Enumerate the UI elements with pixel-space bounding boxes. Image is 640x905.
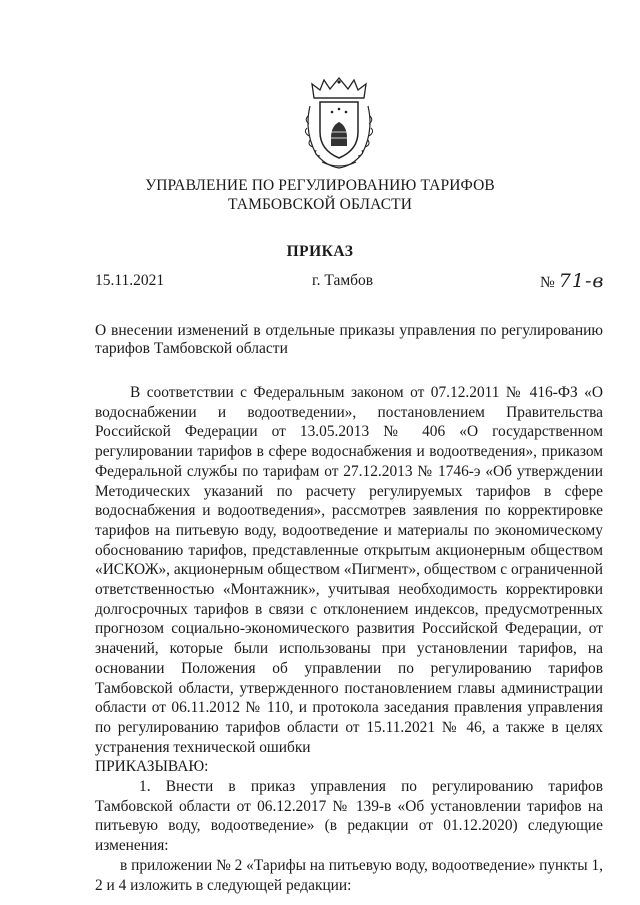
document-number [540,270,604,292]
document-city: г. Тамбов [312,272,374,289]
item-1-sub-paragraph: в приложении № 2 «Тарифы на питьевую воду, водоотведение» пункты 1, 2 и 4 изложить в следующей редакции: [95,856,604,894]
document-subject: О внесении изменений в отдельные приказы управления по регулированию тарифов Тамбовской области [95,322,603,357]
header-line-2: ТАМБОВСКОЙ ОБЛАСТИ [228,196,412,213]
order-word: ПРИКАЗЫВАЮ: [95,758,209,776]
preamble-paragraph: В соответствии с Федеральным законом от 07.12.2011 № 416-ФЗ «О водоснабжении и водоотведении», постановлением Правительства Российской Федерации от 13.05.2013 № 406 «О государственном регулировании тарифов в сфере водоснабжения и водоотведения», приказом Федеральной службы по тарифам от 27.12.2013 № 1746-э «Об утверждении Методических указаний по расчету регулируемых тарифов в сфере водоснабжения и водоотведения», рассмотрев заявления по корректировке тарифов на питьевую воду, водоотведение и материалы по экономическому обоснованию тарифов, представленные открытым акционерным обществом «ИСКОЖ», акционерным обществом «Пигмент», обществом с ограниченной ответственностью «Монтажник», учитывая необходимость корректировки долгосрочных тарифов в связи с отклонением индексов, предусмотренных прогнозом социально-экономического развития Российской Федерации, от значений, которые были использованы при установлении тарифов, на основании Положения об управлении по регулированию тарифов Тамбовской области, утвержденного постановлением главы администрации области от 06.11.2012 № 110, и протокола заседания правления управления по регулированию тарифов области от 15.11.2021 № 46, а также в целях устранения технической ошибки [95,384,603,756]
item-1-paragraph: 1. Внести в приказ управления по регулированию тарифов Тамбовской области от 06.12.2017 № 139-в «Об установлении тарифов на питьевую воду, водоотведение» (в редакции от 01.12.2020) следующие изменения: [95,778,603,855]
tambov-coat-of-arms-icon [302,76,376,170]
document-body [95,383,603,895]
header-line-1: УПРАВЛЕНИЕ ПО РЕГУЛИРОВАНИЮ ТАРИФОВ [145,177,495,194]
handwritten-number: 71-в [558,270,605,292]
document-title: ПРИКАЗ [286,243,354,260]
number-label: № [540,274,555,291]
document-date: 15.11.2021 [95,272,165,289]
